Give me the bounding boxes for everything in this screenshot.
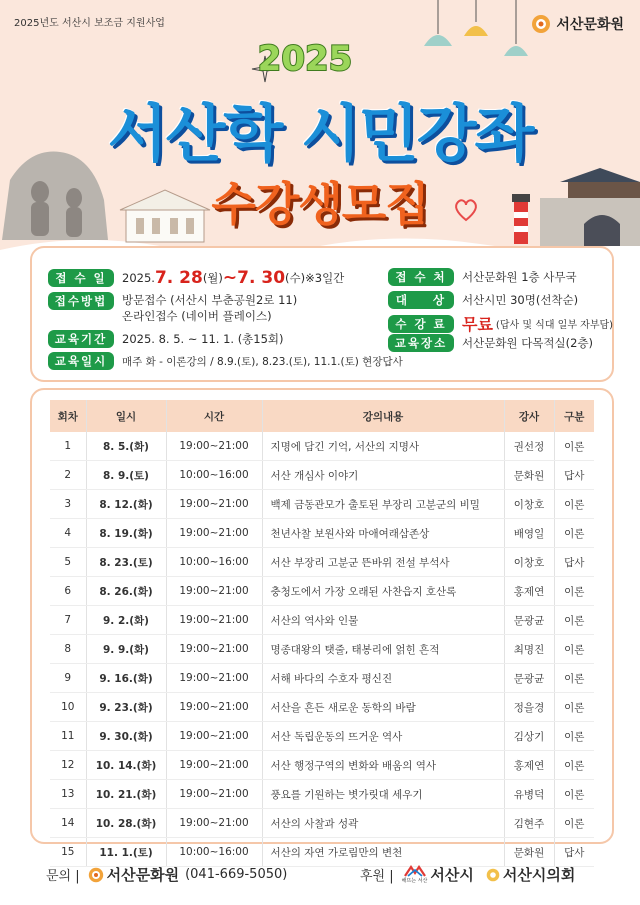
cell-type: 이론 (554, 722, 594, 751)
cell-date: 8. 23.(토) (86, 548, 166, 577)
subtitle: 수강생모집 (211, 177, 429, 231)
year-text: 2025 (257, 39, 353, 76)
highlight-date: 7. 30 (237, 268, 286, 288)
cell-time: 19:00~21:00 (166, 432, 262, 461)
cell-lecture: 서해 바다의 수호자 평신진 (262, 664, 504, 693)
footer (0, 848, 640, 905)
cell-lecture: 명종대왕의 탯줄, 태봉리에 얽힌 흔적 (262, 635, 504, 664)
table-row (50, 780, 594, 809)
info-value: 2025. 8. 5. ~ 11. 1. (총15회) (122, 332, 284, 346)
cell-date: 8. 5.(화) (86, 432, 166, 461)
info-value: (수) (285, 271, 306, 285)
sponsor-council: 서산시의회 (502, 866, 576, 884)
info-label: 접 수 일 (48, 269, 114, 287)
header-cell: 회차 (50, 400, 86, 432)
info-value: 방문접수 (서산시 부춘공원2로 11) (122, 293, 298, 307)
table-row (50, 664, 594, 693)
cell-instructor: 문화원 (504, 461, 554, 490)
cell-time: 19:00~21:00 (166, 780, 262, 809)
cell-time: 10:00~16:00 (166, 838, 262, 867)
cell-date: 10. 14.(화) (86, 751, 166, 780)
cell-instructor: 유병덕 (504, 780, 554, 809)
cell-type: 이론 (554, 432, 594, 461)
cell-type: 이론 (554, 751, 594, 780)
cell-instructor: 홍제연 (504, 577, 554, 606)
cell-instructor: 이창호 (504, 490, 554, 519)
cell-time: 19:00~21:00 (166, 751, 262, 780)
header-cell: 구분 (554, 400, 594, 432)
table-row (50, 461, 594, 490)
cell-time: 19:00~21:00 (166, 722, 262, 751)
cell-num: 6 (50, 577, 86, 606)
table-row (50, 722, 594, 751)
cell-date: 11. 1.(토) (86, 838, 166, 867)
cell-instructor: 권선정 (504, 432, 554, 461)
sponsor-city: 서산시 (430, 866, 474, 884)
info-value: 2025. (122, 271, 155, 285)
info-value: ※3일간 (305, 271, 345, 285)
info-value: (월) (202, 271, 223, 285)
schedule-table (50, 400, 594, 867)
cell-instructor: 문화원 (504, 838, 554, 867)
cell-time: 19:00~21:00 (166, 490, 262, 519)
cell-time: 19:00~21:00 (166, 606, 262, 635)
cell-time: 19:00~21:00 (166, 809, 262, 838)
cell-num: 10 (50, 693, 86, 722)
info-value: 서산문화원 다목적실(2층) (462, 336, 594, 350)
cell-time: 19:00~21:00 (166, 693, 262, 722)
contact-org: 서산문화원 (106, 866, 180, 884)
info-value: (답사 및 식대 일부 자부담) (495, 320, 614, 331)
info-label: 수 강 료 (388, 315, 454, 333)
cell-lecture: 서산의 자연 가로림만의 변천 (262, 838, 504, 867)
cell-lecture: 서산 부장리 고분군 뜬바위 전설 부석사 (262, 548, 504, 577)
info-row-place (388, 268, 577, 286)
table-row (50, 548, 594, 577)
cell-type: 이론 (554, 635, 594, 664)
cell-date: 9. 9.(화) (86, 635, 166, 664)
cell-num: 4 (50, 519, 86, 548)
cell-type: 이론 (554, 519, 594, 548)
info-value: 온라인접수 (네이버 플레이스) (122, 309, 272, 323)
cell-instructor: 문광균 (504, 664, 554, 693)
cell-num: 7 (50, 606, 86, 635)
cell-lecture: 풍요를 기원하는 볏가릿대 세우기 (262, 780, 504, 809)
cell-time: 19:00~21:00 (166, 577, 262, 606)
cell-instructor: 정을경 (504, 693, 554, 722)
info-row-venue (388, 334, 593, 352)
cell-instructor: 최명진 (504, 635, 554, 664)
cell-date: 9. 23.(화) (86, 693, 166, 722)
cell-num: 2 (50, 461, 86, 490)
cell-type: 답사 (554, 838, 594, 867)
cell-date: 8. 26.(화) (86, 577, 166, 606)
info-label: 대 상 (388, 291, 454, 309)
info-row-schedule (48, 352, 403, 370)
cell-type: 답사 (554, 461, 594, 490)
cell-lecture: 백제 금동관모가 출토된 부장리 고분군의 비밀 (262, 490, 504, 519)
cell-date: 9. 2.(화) (86, 606, 166, 635)
cell-lecture: 충청도에서 가장 오래된 사찬읍지 호산록 (262, 577, 504, 606)
info-label: 교육기간 (48, 330, 114, 348)
cell-date: 9. 16.(화) (86, 664, 166, 693)
main-title: 서산학 시민강좌 (107, 97, 533, 170)
cell-instructor: 홍제연 (504, 751, 554, 780)
fee-free: 무료 (462, 315, 493, 334)
info-label: 교육장소 (388, 334, 454, 352)
cell-type: 이론 (554, 577, 594, 606)
cell-lecture: 서산 독립운동의 뜨거운 역사 (262, 722, 504, 751)
cell-num: 9 (50, 664, 86, 693)
cell-date: 10. 28.(화) (86, 809, 166, 838)
city-slogan: 해뜨는 서산 (401, 878, 428, 884)
cell-instructor: 배영일 (504, 519, 554, 548)
culture-center-logo-icon (88, 867, 104, 883)
cell-num: 13 (50, 780, 86, 809)
cell-date: 8. 19.(화) (86, 519, 166, 548)
info-row-apply-method (48, 292, 297, 324)
sponsor-note: 2025년도 서산시 보조금 지원사업 (14, 18, 165, 29)
header-cell: 시간 (166, 400, 262, 432)
sponsors (360, 864, 575, 885)
info-row-apply-date (48, 268, 344, 288)
cell-lecture: 지명에 담긴 기억, 서산의 지명사 (262, 432, 504, 461)
table-row (50, 606, 594, 635)
cell-lecture: 서산의 역사와 인물 (262, 606, 504, 635)
schedule-box (30, 388, 614, 859)
cell-type: 이론 (554, 809, 594, 838)
info-value: 매주 화 - 이론강의 / 8.9.(토), 8.23.(토), 11.1.(토) 현장답사 (122, 355, 403, 368)
cell-num: 5 (50, 548, 86, 577)
info-row-fee (388, 312, 613, 335)
table-header-row (50, 400, 594, 432)
info-row-period (48, 330, 284, 348)
header-cell: 일시 (86, 400, 166, 432)
cell-instructor: 김상기 (504, 722, 554, 751)
city-logo-icon (404, 865, 426, 877)
cell-date: 8. 12.(화) (86, 490, 166, 519)
cell-lecture: 서산의 사찰과 성곽 (262, 809, 504, 838)
contact-label: 문의 | (46, 869, 80, 884)
hanging-lamps-icon (424, 0, 536, 70)
cell-num: 8 (50, 635, 86, 664)
cell-num: 1 (50, 432, 86, 461)
header-cell: 강사 (504, 400, 554, 432)
cell-num: 11 (50, 722, 86, 751)
cell-lecture: 서산 행정구역의 변화와 배움의 역사 (262, 751, 504, 780)
sponsor-label: 후원 | (360, 869, 394, 884)
table-row (50, 519, 594, 548)
cell-type: 답사 (554, 548, 594, 577)
contact (46, 864, 287, 885)
cell-lecture: 서산을 흔든 새로운 동학의 바람 (262, 693, 504, 722)
table-row (50, 693, 594, 722)
cell-type: 이론 (554, 490, 594, 519)
cell-date: 8. 9.(토) (86, 461, 166, 490)
contact-phone: (041-669-5050) (185, 867, 288, 882)
table-row (50, 490, 594, 519)
cell-num: 12 (50, 751, 86, 780)
cell-instructor: 문광균 (504, 606, 554, 635)
info-label: 접 수 처 (388, 268, 454, 286)
cell-date: 9. 30.(화) (86, 722, 166, 751)
info-value: ~ (222, 268, 238, 288)
cell-lecture: 천년사찰 보원사와 마애여래삼존상 (262, 519, 504, 548)
cell-type: 이론 (554, 664, 594, 693)
info-label: 접수방법 (48, 292, 114, 310)
cell-instructor: 김현주 (504, 809, 554, 838)
table-row (50, 751, 594, 780)
table-row (50, 635, 594, 664)
brand (531, 14, 624, 34)
cell-num: 15 (50, 838, 86, 867)
city-logo (402, 865, 428, 884)
info-label: 교육일시 (48, 352, 114, 370)
cell-lecture: 서산 개심사 이야기 (262, 461, 504, 490)
cell-date: 10. 21.(화) (86, 780, 166, 809)
info-value: 서산시민 30명(선착순) (462, 293, 579, 307)
cell-instructor: 이창호 (504, 548, 554, 577)
info-value: 서산문화원 1층 사무국 (462, 270, 577, 284)
info-box (30, 246, 614, 382)
cell-time: 19:00~21:00 (166, 664, 262, 693)
header-cell: 강의내용 (262, 400, 504, 432)
cell-time: 19:00~21:00 (166, 635, 262, 664)
cell-time: 10:00~16:00 (166, 461, 262, 490)
year-badge (210, 36, 400, 76)
table-row (50, 432, 594, 461)
council-emblem-icon (486, 868, 500, 882)
brand-name: 서산문화원 (556, 17, 624, 33)
cell-type: 이론 (554, 780, 594, 809)
cell-time: 10:00~16:00 (166, 548, 262, 577)
highlight-date: 7. 28 (154, 268, 203, 288)
cell-num: 14 (50, 809, 86, 838)
info-row-target (388, 291, 578, 309)
table-row (50, 809, 594, 838)
cell-type: 이론 (554, 606, 594, 635)
cell-type: 이론 (554, 693, 594, 722)
cell-time: 19:00~21:00 (166, 519, 262, 548)
table-row (50, 577, 594, 606)
cell-num: 3 (50, 490, 86, 519)
